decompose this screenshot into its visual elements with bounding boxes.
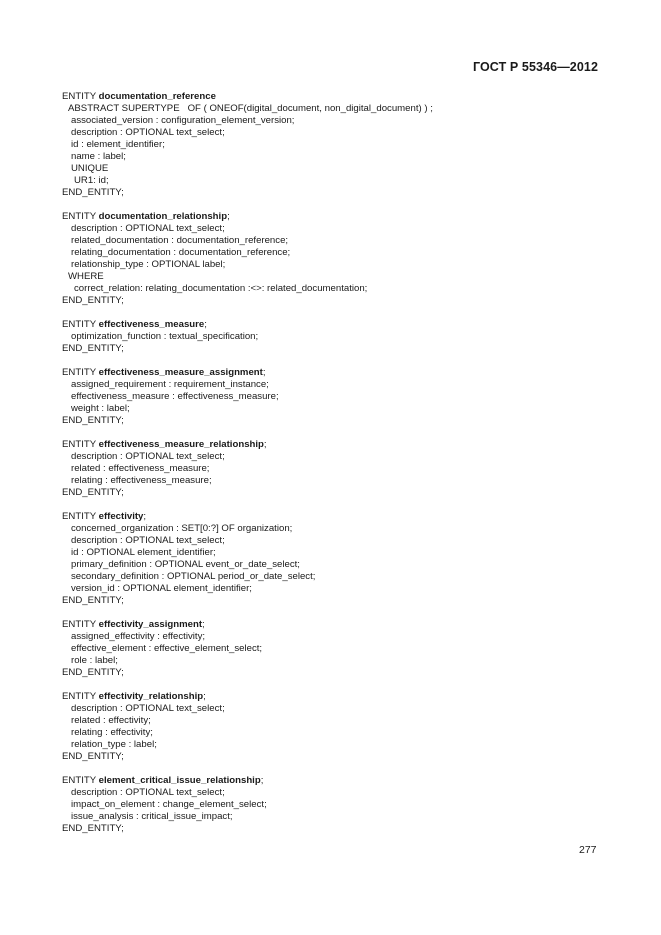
- entity-keyword: ENTITY: [62, 619, 99, 630]
- entity-name: effectivity_relationship: [98, 691, 204, 702]
- entity-attribute-line: effectiveness_measure : effectiveness_measure;: [71, 391, 279, 402]
- entity-attribute-line: optimization_function : textual_specification;: [71, 331, 259, 342]
- entity-attribute-line: description : OPTIONAL text_select;: [71, 703, 225, 714]
- entity-header: [62, 367, 622, 379]
- entity-attribute-line: UNIQUE: [71, 163, 109, 174]
- entity-block-effectivity-relationship: [62, 691, 622, 763]
- entity-keyword: ENTITY: [62, 319, 99, 330]
- entity-attribute-line: ABSTRACT SUPERTYPE OF ( ONEOF(digital_document, non_digital_document) ) ;: [68, 103, 433, 114]
- entity-attribute-line: relationship_type : OPTIONAL label;: [71, 259, 226, 270]
- entity-attribute-line: WHERE: [68, 271, 104, 282]
- entity-name: effectiveness_measure: [98, 319, 205, 330]
- entity-name: effectiveness_measure_relationship: [98, 439, 264, 450]
- entity-attribute-line: relating : effectivity;: [71, 727, 153, 738]
- entity-block-documentation-relationship: [62, 211, 622, 307]
- entity-block-effectivity-assignment: [62, 619, 622, 679]
- entity-attribute-line: relation_type : label;: [71, 739, 157, 750]
- entity-end: END_ENTITY;: [62, 415, 124, 426]
- entity-name: effectivity: [98, 511, 144, 522]
- entity-attribute-line: UR1: id;: [74, 175, 109, 186]
- entity-header: [62, 439, 622, 451]
- entity-attribute-line: concerned_organization : SET[0:?] OF organization;: [71, 523, 293, 534]
- entity-name: documentation_relationship: [98, 211, 228, 222]
- entity-keyword: ENTITY: [62, 691, 99, 702]
- entity-header: [62, 91, 622, 103]
- entity-end: END_ENTITY;: [62, 487, 124, 498]
- entity-end: END_ENTITY;: [62, 667, 124, 678]
- entity-keyword: ENTITY: [62, 91, 99, 102]
- entity-header-suffix: ;: [227, 211, 230, 222]
- entity-header: [62, 691, 622, 703]
- entity-name: effectivity_assignment: [98, 619, 203, 630]
- entity-header: [62, 775, 622, 787]
- entity-name: effectiveness_measure_assignment: [98, 367, 263, 378]
- entity-attribute-line: description : OPTIONAL text_select;: [71, 787, 225, 798]
- entity-header-suffix: ;: [203, 691, 206, 702]
- entity-header: [62, 211, 622, 223]
- entity-keyword: ENTITY: [62, 775, 99, 786]
- entity-end: END_ENTITY;: [62, 751, 124, 762]
- entity-attribute-line: version_id : OPTIONAL element_identifier;: [71, 583, 252, 594]
- document-standard-header: ГОСТ Р 55346—2012: [472, 60, 598, 74]
- entity-header-suffix: ;: [204, 319, 207, 330]
- entity-attribute-line: related : effectivity;: [71, 715, 151, 726]
- entity-attribute-line: impact_on_element : change_element_select;: [71, 799, 267, 810]
- entity-block-effectiveness-measure-relationship: [62, 439, 622, 499]
- entity-attribute-line: secondary_definition : OPTIONAL period_or_date_select;: [71, 571, 316, 582]
- entity-keyword: ENTITY: [62, 367, 99, 378]
- entity-attribute-line: related_documentation : documentation_reference;: [71, 235, 289, 246]
- entity-header-suffix: ;: [143, 511, 147, 522]
- entity-block-documentation-reference: [62, 91, 622, 199]
- entity-attribute-line: relating : effectiveness_measure;: [71, 475, 212, 486]
- entity-header-suffix: ;: [262, 367, 266, 378]
- entity-end: END_ENTITY;: [62, 343, 124, 354]
- entity-attribute-line: id : OPTIONAL element_identifier;: [71, 547, 216, 558]
- entity-block-effectiveness-measure-assignment: [62, 367, 622, 427]
- entity-header-suffix: ;: [260, 775, 264, 786]
- entity-end: END_ENTITY;: [62, 295, 124, 306]
- entity-end: END_ENTITY;: [62, 595, 124, 606]
- page-number: 277: [579, 844, 597, 856]
- entity-header-suffix: ;: [202, 619, 205, 630]
- express-schema-listing: [62, 91, 622, 847]
- entity-attribute-line: name : label;: [71, 151, 126, 162]
- entity-attribute-line: description : OPTIONAL text_select;: [71, 127, 225, 138]
- entity-attribute-line: associated_version : configuration_element_version;: [71, 115, 295, 126]
- entity-attribute-line: weight : label;: [71, 403, 130, 414]
- entity-keyword: ENTITY: [62, 211, 99, 222]
- entity-attribute-line: correct_relation: relating_documentation :<>: related_documentation;: [74, 283, 368, 294]
- entity-attribute-line: role : label;: [71, 655, 118, 666]
- entity-attribute-line: effective_element : effective_element_select;: [71, 643, 263, 654]
- entity-block-effectivity: [62, 511, 622, 607]
- entity-keyword: ENTITY: [62, 439, 99, 450]
- entity-attribute-line: issue_analysis : critical_issue_impact;: [71, 811, 233, 822]
- entity-attribute-line: relating_documentation : documentation_reference;: [71, 247, 291, 258]
- entity-attribute-line: description : OPTIONAL text_select;: [71, 451, 225, 462]
- entity-name: element_critical_issue_relationship: [98, 775, 261, 786]
- entity-name: documentation_reference: [98, 91, 216, 102]
- entity-attribute-line: primary_definition : OPTIONAL event_or_date_select;: [71, 559, 300, 570]
- entity-attribute-line: id : element_identifier;: [71, 139, 165, 150]
- entity-header: [62, 319, 622, 331]
- entity-keyword: ENTITY: [62, 511, 99, 522]
- entity-attribute-line: description : OPTIONAL text_select;: [71, 535, 225, 546]
- entity-attribute-line: assigned_effectivity : effectivity;: [71, 631, 206, 642]
- entity-attribute-line: related : effectiveness_measure;: [71, 463, 210, 474]
- entity-header: [62, 511, 622, 523]
- entity-end: END_ENTITY;: [62, 187, 124, 198]
- entity-attribute-line: assigned_requirement : requirement_instance;: [71, 379, 269, 390]
- entity-block-effectiveness-measure: [62, 319, 622, 355]
- entity-attribute-line: description : OPTIONAL text_select;: [71, 223, 225, 234]
- entity-header: [62, 619, 622, 631]
- entity-end: END_ENTITY;: [62, 823, 124, 834]
- entity-block-element-critical-issue-relationship: [62, 775, 622, 835]
- entity-header-suffix: ;: [263, 439, 267, 450]
